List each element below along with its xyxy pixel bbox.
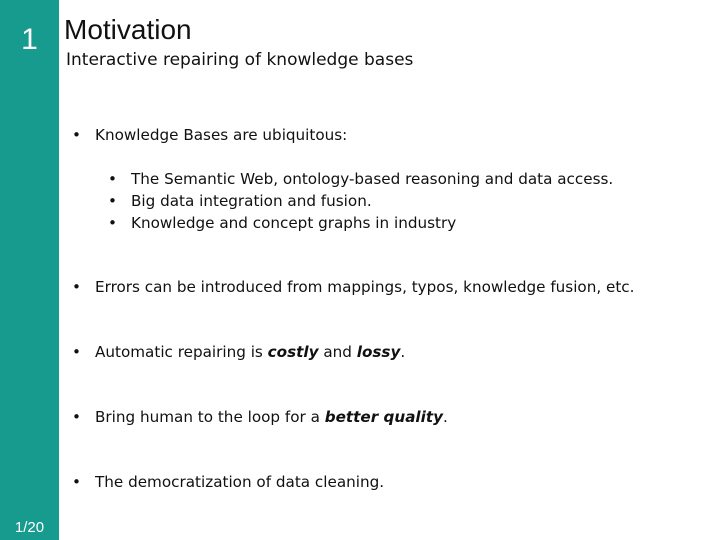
bullet-marker: • bbox=[72, 408, 81, 426]
sub-bullet-text: Big data integration and fusion. bbox=[131, 192, 372, 210]
bullet-text: Errors can be introduced from mappings, typos, knowledge fusion, etc. bbox=[95, 278, 635, 296]
section-number: 1 bbox=[21, 23, 38, 56]
bullet-text: . bbox=[400, 343, 406, 361]
sub-bullet-item bbox=[108, 212, 456, 234]
bullet-marker: • bbox=[72, 473, 81, 491]
bullet-marker: • bbox=[72, 278, 81, 296]
sidebar bbox=[0, 0, 59, 540]
bullet-item-automatic-repairing bbox=[72, 342, 405, 362]
bullet-item-errors bbox=[72, 277, 634, 297]
bullet-marker: • bbox=[108, 192, 117, 210]
bullet-text: and bbox=[318, 343, 357, 361]
sub-bullet-item bbox=[108, 190, 372, 212]
bullet-marker: • bbox=[108, 214, 117, 232]
slide-title: Motivation bbox=[64, 14, 192, 45]
page-indicator: 1/20 bbox=[14, 519, 45, 536]
sub-bullet-text: The Semantic Web, ontology-based reasoning and data access. bbox=[131, 170, 614, 188]
emphasis-lossy: lossy bbox=[356, 343, 401, 361]
sub-bullet-item bbox=[108, 168, 613, 190]
bullet-marker: • bbox=[72, 343, 81, 361]
bullet-text: . bbox=[443, 408, 448, 426]
bullet-item-human-in-loop bbox=[72, 407, 448, 427]
bullet-text: Bring human to the loop for a bbox=[95, 408, 325, 426]
emphasis-better-quality: better quality bbox=[324, 408, 444, 426]
bullet-marker: • bbox=[72, 126, 81, 144]
sub-bullet-text: Knowledge and concept graphs in industry bbox=[131, 214, 457, 232]
bullet-text: The democratization of data cleaning. bbox=[95, 473, 385, 491]
emphasis-costly: costly bbox=[267, 343, 319, 361]
bullet-text: Knowledge Bases are ubiquitous: bbox=[95, 126, 348, 144]
bullet-item-democratization bbox=[72, 472, 384, 492]
bullet-text: Automatic repairing is bbox=[95, 343, 268, 361]
bullet-item-knowledge-bases bbox=[72, 125, 347, 145]
slide-subtitle: Interactive repairing of knowledge bases bbox=[66, 50, 414, 70]
bullet-marker: • bbox=[108, 170, 117, 188]
